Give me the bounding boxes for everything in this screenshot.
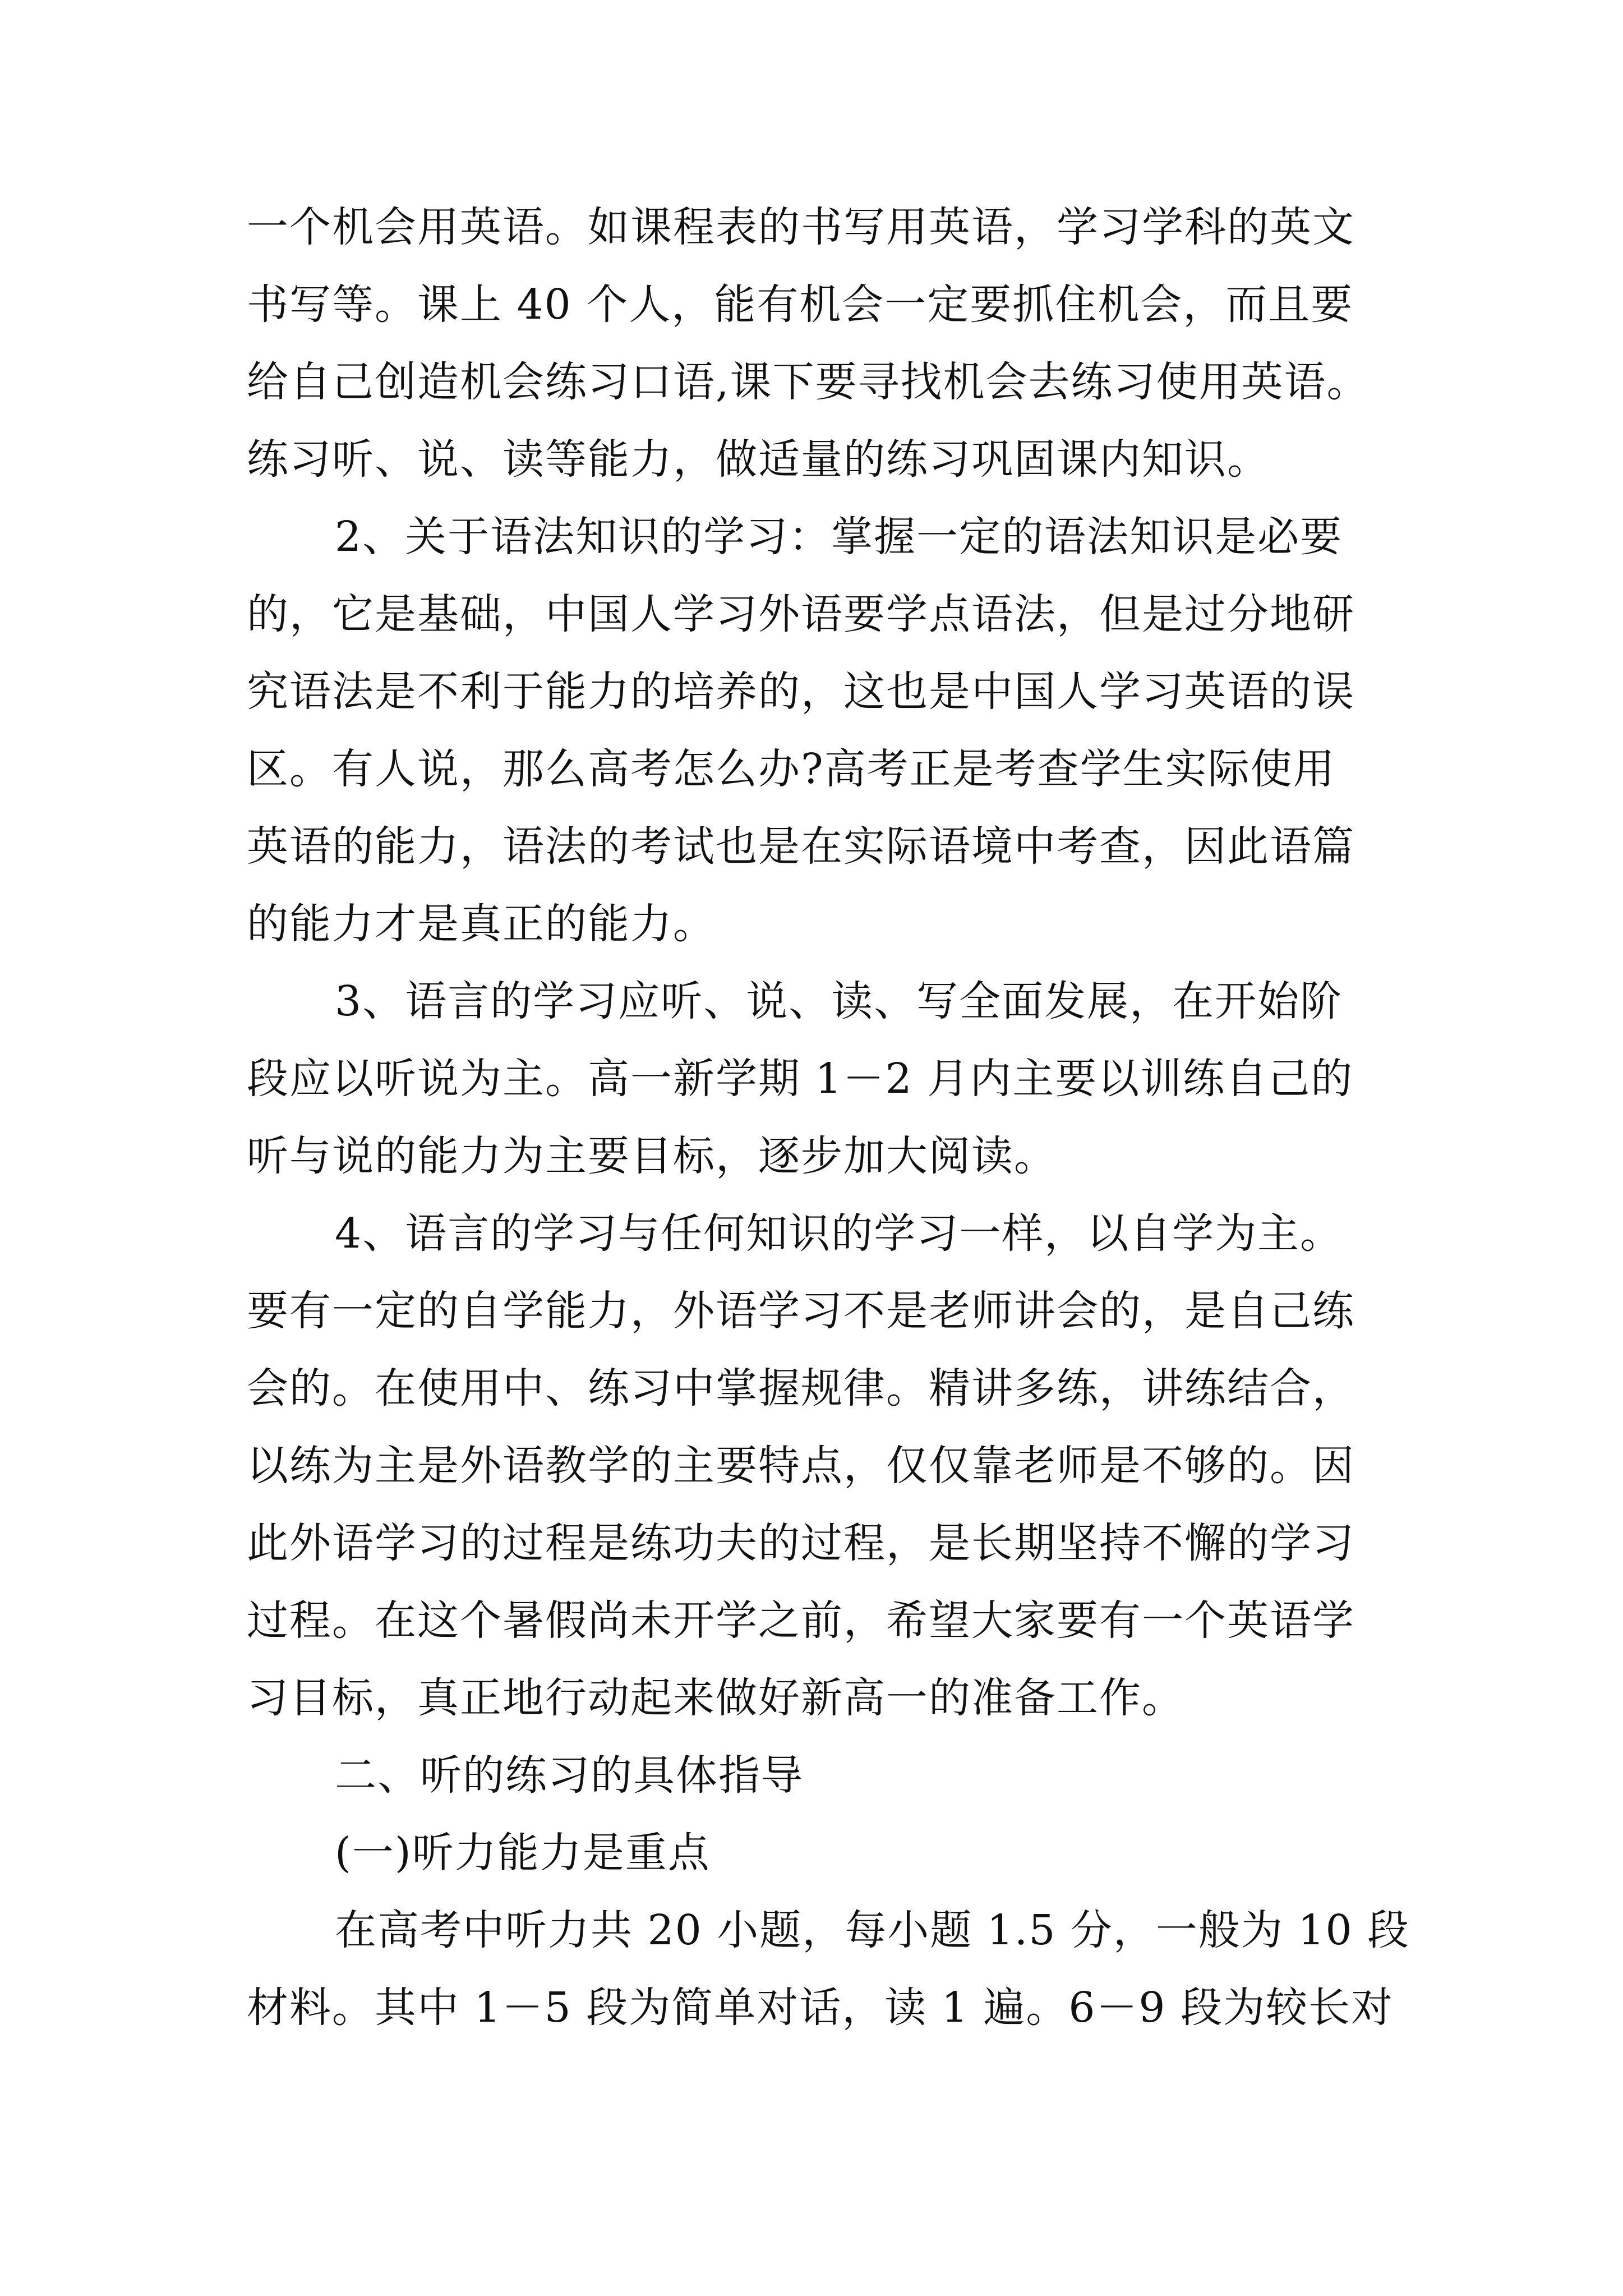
text-line: 要有一定的自学能力，外语学习不是老师讲会的，是自己练 [247,1287,1355,1335]
text-line: 一个机会用英语。如课程表的书写用英语，学习学科的英文 [247,203,1355,251]
text-line: 听与说的能力为主要目标，逐步加大阅读。 [247,1132,1057,1180]
text-line: 英语的能力，语法的考试也是在实际语境中考查，因此语篇 [247,822,1355,871]
text-line: 究语法是不利于能力的培养的，这也是中国人学习英语的误 [247,668,1355,716]
text-line: 会的。在使用中、练习中掌握规律。精讲多练，讲练结合， [247,1364,1355,1412]
text-line: 段应以听说为主。高一新学期 1－2 月内主要以训练自己的 [247,1055,1354,1103]
paragraph-start-line: 3、语言的学习应听、说、读、写全面发展，在开始阶 [335,977,1343,1025]
text-line: 材料。其中 1－5 段为简单对话，读 1 遍。6－9 段为较长对 [247,1984,1394,2032]
text-line: 以练为主是外语教学的主要特点，仅仅靠老师是不够的。因 [247,1442,1355,1490]
section-heading: 二、听的练习的具体指导 [335,1751,804,1800]
text-line: 区。有人说，那么高考怎么办?高考正是考查学生实际使用 [247,745,1336,793]
paragraph-start-line: 2、关于语法知识的学习：掌握一定的语法知识是必要 [335,513,1343,561]
text-line: 此外语学习的过程是练功夫的过程，是长期坚持不懈的学习 [247,1519,1355,1567]
subsection-heading: (一)听力能力是重点 [335,1829,711,1877]
text-line: 过程。在这个暑假尚未开学之前，希望大家要有一个英语学 [247,1596,1355,1645]
paragraph-start-line: 在高考中听力共 20 小题，每小题 1.5 分，一般为 10 段 [335,1906,1410,1954]
text-line: 的，它是基础，中国人学习外语要学点语法，但是过分地研 [247,590,1355,638]
text-line: 书写等。课上 40 个人，能有机会一定要抓住机会，而且要 [247,280,1354,329]
text-line: 习目标，真正地行动起来做好新高一的准备工作。 [247,1674,1184,1722]
text-line: 的能力才是真正的能力。 [247,900,716,948]
paragraph-start-line: 4、语言的学习与任何知识的学习一样，以自学为主。 [335,1209,1343,1258]
text-line: 给自己创造机会练习口语,课下要寻找机会去练习使用英语。 [247,358,1370,406]
text-line: 练习听、说、读等能力，做适量的练习巩固课内知识。 [247,435,1270,484]
